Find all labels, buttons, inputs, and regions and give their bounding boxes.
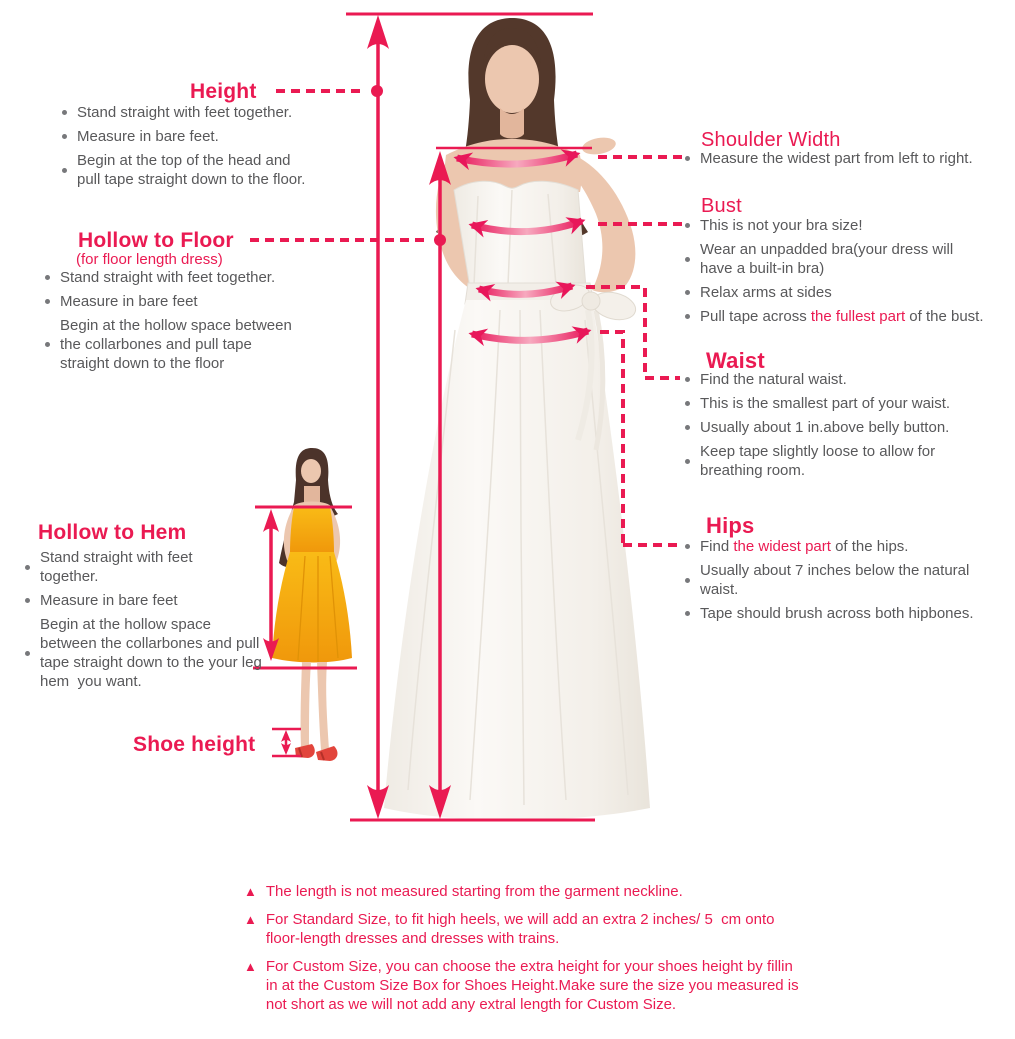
bullet-text: Measure in bare feet	[40, 592, 178, 609]
bullet-text: Begin at the hollow space between the collarbones and pull tape straight down to the floor	[60, 317, 292, 372]
height-bullets	[62, 103, 382, 194]
shoe-height-title: Shoe height	[133, 733, 256, 756]
bullet-icon	[62, 134, 67, 139]
list-item	[685, 307, 1015, 326]
bullet-icon	[45, 342, 50, 347]
bottom-notes	[244, 882, 864, 1023]
bullet-text: Measure the widest part from left to right.	[700, 150, 973, 167]
bullet-icon	[685, 314, 690, 319]
bullet-icon	[685, 544, 690, 549]
height-title: Height	[190, 80, 257, 103]
waist-title: Waist	[706, 348, 765, 373]
bullet-icon	[685, 611, 690, 616]
hips-dashed-line	[600, 332, 680, 545]
hollow-to-hem-bullets	[25, 548, 287, 696]
waist-arrow	[479, 286, 572, 294]
hips-title: Hips	[706, 513, 755, 538]
bullet-icon	[685, 578, 690, 583]
dashed-endpoints	[371, 85, 446, 246]
hollow-to-floor-title: Hollow to Floor	[78, 229, 234, 252]
bullet-text: Begin at the hollow space between the collarbones and pull tape straight down to the your leg hem you want.	[40, 616, 262, 690]
bullet-text: Begin at the top of the head and pull tape straight down to the floor.	[77, 152, 306, 188]
shoulder-width-title: Shoulder Width	[701, 129, 841, 151]
list-item	[45, 292, 385, 311]
bullet-text: For Standard Size, to fit high heels, we will add an extra 2 inches/ 5 cm onto floor-length dresses and dresses with trains.	[265, 911, 775, 947]
bullet-icon	[45, 299, 50, 304]
shoulder-width-arrow	[457, 154, 577, 164]
bullet-text: This is the smallest part of your waist.	[700, 395, 951, 412]
note-item	[244, 910, 864, 948]
list-item	[685, 240, 1015, 278]
list-item	[685, 370, 1010, 389]
bullet-text: For Custom Size, you can choose the extra height for your shoes height by fillin in at the Custom Size Box for Shoes Height.Make sure the size you measured is not short as we will not add any extral length for Custom Size.	[265, 958, 799, 1013]
list-item	[45, 268, 385, 287]
bullet-icon	[685, 290, 690, 295]
warning-triangle-icon: ▲	[244, 959, 257, 974]
note-item	[244, 957, 864, 1014]
list-item	[45, 316, 385, 373]
bullet-text: Keep tape slightly loose to allow for breathing room.	[700, 443, 936, 479]
bullet-icon	[685, 223, 690, 228]
red-heels	[295, 744, 337, 761]
bullet-text: Stand straight with feet together.	[77, 104, 293, 121]
list-item	[685, 394, 1010, 413]
bullet-text: Relax arms at sides	[700, 284, 832, 301]
bullet-text: Stand straight with feet together.	[60, 269, 276, 286]
note-item	[244, 882, 864, 901]
bullet-icon	[62, 168, 67, 173]
model-photo	[384, 18, 650, 820]
waist-dashed-line	[586, 287, 680, 378]
bullet-icon	[685, 257, 690, 262]
bullet-icon	[25, 651, 30, 656]
hollow-to-hem-title: Hollow to Hem	[38, 521, 187, 544]
bullet-icon	[62, 110, 67, 115]
list-item	[62, 151, 382, 189]
list-item	[685, 561, 1015, 599]
warning-triangle-icon: ▲	[244, 912, 257, 927]
bullet-icon	[45, 275, 50, 280]
hollow-to-floor-endpoint-dot	[434, 234, 446, 246]
list-item	[25, 591, 287, 610]
bullet-icon	[685, 459, 690, 464]
hollow-to-floor-subtitle: (for floor length dress)	[76, 251, 223, 268]
bullet-text: Find the widest part of the hips.	[700, 538, 909, 555]
list-item	[685, 216, 1015, 235]
bust-bullets	[685, 216, 1015, 331]
ribbon-arrows	[457, 154, 588, 340]
bullet-icon	[685, 156, 690, 161]
bust-title: Bust	[701, 195, 742, 217]
hips-arrow	[472, 331, 588, 340]
list-item	[25, 548, 287, 586]
bullet-text: Tape should brush across both hipbones.	[700, 605, 974, 622]
bullet-text: Usually about 1 in.above belly button.	[700, 419, 950, 436]
list-item	[685, 418, 1010, 437]
hips-bullets	[685, 537, 1015, 628]
bullet-text: Pull tape across the fullest part of the bust.	[700, 308, 984, 325]
bullet-text: Find the natural waist.	[700, 371, 847, 388]
bullet-icon	[25, 598, 30, 603]
model-face	[485, 45, 539, 113]
bullet-text: This is not your bra size!	[700, 217, 863, 234]
bullet-icon	[685, 401, 690, 406]
bullet-icon	[685, 377, 690, 382]
list-item	[685, 537, 1015, 556]
dress-bow	[547, 280, 638, 450]
bullet-icon	[25, 565, 30, 570]
warning-triangle-icon: ▲	[244, 884, 257, 899]
height-endpoint-dot	[371, 85, 383, 97]
list-item	[25, 615, 287, 691]
waist-bullets	[685, 370, 1010, 485]
list-item	[62, 127, 382, 146]
bullet-text: Wear an unpadded bra(your dress will have a built-in bra)	[700, 241, 954, 277]
bullet-text: Measure in bare feet.	[77, 128, 219, 145]
shoulder-width-bullets	[685, 149, 1010, 173]
list-item	[685, 283, 1015, 302]
bullet-icon	[685, 425, 690, 430]
list-item	[62, 103, 382, 122]
list-item	[685, 604, 1015, 623]
bust-arrow	[472, 221, 582, 232]
bullet-text: Usually about 7 inches below the natural waist.	[700, 562, 970, 598]
bullet-text: The length is not measured starting from the garment neckline.	[265, 883, 683, 900]
list-item	[685, 149, 1010, 168]
list-item	[685, 442, 1010, 480]
small-model-face	[301, 459, 321, 483]
bullet-text: Stand straight with feet together.	[40, 549, 193, 585]
hollow-to-floor-bullets	[45, 268, 385, 378]
bullet-text: Measure in bare feet	[60, 293, 198, 310]
